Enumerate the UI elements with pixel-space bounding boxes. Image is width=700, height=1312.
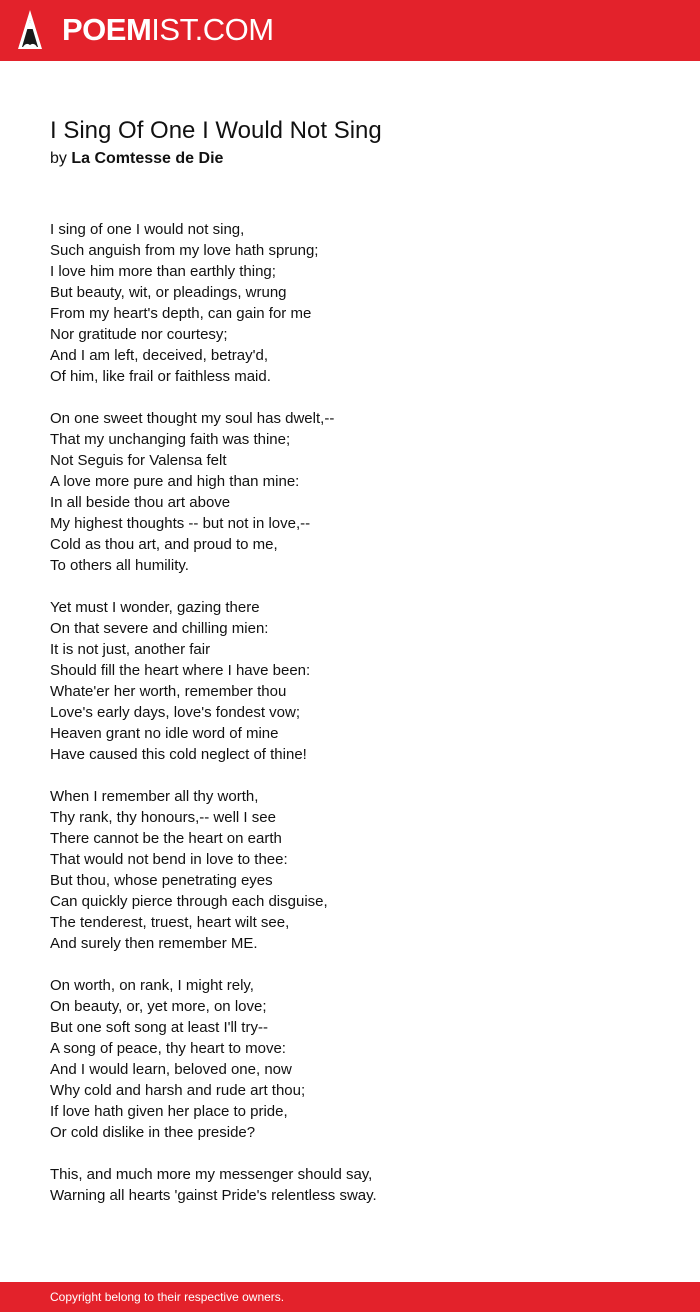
poem-stanza [50, 408, 670, 576]
poem-body [50, 219, 670, 1227]
poem-line: But one soft song at least I'll try-- [50, 1019, 268, 1036]
poem-line: Nor gratitude nor courtesy; [50, 326, 228, 343]
poem-line: But thou, whose penetrating eyes [50, 872, 273, 889]
author-name: La Comtesse de Die [71, 150, 224, 167]
poem-line: But beauty, wit, or pleadings, wrung [50, 284, 287, 301]
poem-stanza [50, 975, 670, 1143]
poem-line: The tenderest, truest, heart wilt see, [50, 914, 290, 931]
poem-line: And surely then remember ME. [50, 935, 258, 952]
poem-line: In all beside thou art above [50, 494, 231, 511]
poem-line: That would not bend in love to thee: [50, 851, 288, 868]
site-footer [0, 1282, 700, 1312]
poem-line: When I remember all thy worth, [50, 788, 259, 805]
poem-line: To others all humility. [50, 557, 189, 574]
poem-line: And I am left, deceived, betray'd, [50, 347, 268, 364]
poem-line: A song of peace, thy heart to move: [50, 1040, 286, 1057]
poem-line: Should fill the heart where I have been: [50, 662, 311, 679]
poem-line: A love more pure and high than mine: [50, 473, 300, 490]
logo-light-text: IST.COM [151, 12, 274, 47]
poem-line: Warning all hearts 'gainst Pride's relentless sway. [50, 1187, 377, 1204]
poem-line: My highest thoughts -- but not in love,-- [50, 515, 311, 532]
poem-line: Not Seguis for Valensa felt [50, 452, 227, 469]
poem-line: Heaven grant no idle word of mine [50, 725, 279, 742]
poem-line: If love hath given her place to pride, [50, 1103, 288, 1120]
site-logo[interactable] [62, 12, 274, 48]
by-label: by [50, 150, 67, 167]
poem-line: Have caused this cold neglect of thine! [50, 746, 307, 763]
poem-line: On that severe and chilling mien: [50, 620, 269, 637]
poem-stanza [50, 219, 670, 387]
poem-line: Love's early days, love's fondest vow; [50, 704, 301, 721]
copyright-text: Copyright belong to their respective owners. [50, 1290, 285, 1304]
byline [50, 149, 223, 169]
pencil-icon[interactable] [17, 9, 43, 51]
site-header [0, 0, 700, 61]
poem-line: Why cold and harsh and rude art thou; [50, 1082, 306, 1099]
poem-line: It is not just, another fair [50, 641, 211, 658]
poem-line: There cannot be the heart on earth [50, 830, 282, 847]
poem-line: Thy rank, thy honours,-- well I see [50, 809, 276, 826]
logo-bold-text: POEM [62, 12, 152, 47]
poem-line: Cold as thou art, and proud to me, [50, 536, 278, 553]
poem-stanza [50, 597, 670, 765]
poem-line: Of him, like frail or faithless maid. [50, 368, 271, 385]
poem-line: On one sweet thought my soul has dwelt,-- [50, 410, 335, 427]
poem-line: And I would learn, beloved one, now [50, 1061, 292, 1078]
poem-line: Can quickly pierce through each disguise, [50, 893, 328, 910]
poem-line: Such anguish from my love hath sprung; [50, 242, 319, 259]
poem-line: On beauty, or, yet more, on love; [50, 998, 267, 1015]
poem-line: From my heart's depth, can gain for me [50, 305, 312, 322]
poem-title: I Sing Of One I Would Not Sing [50, 117, 382, 144]
poem-line: On worth, on rank, I might rely, [50, 977, 254, 994]
poem-line: Whate'er her worth, remember thou [50, 683, 287, 700]
poem-stanza [50, 1164, 670, 1206]
poem-line: Yet must I wonder, gazing there [50, 599, 260, 616]
poem-line: That my unchanging faith was thine; [50, 431, 291, 448]
poem-stanza [50, 786, 670, 954]
poem-line: Or cold dislike in thee preside? [50, 1124, 256, 1141]
poem-line: I sing of one I would not sing, [50, 221, 245, 238]
poem-line: I love him more than earthly thing; [50, 263, 276, 280]
poem-line: This, and much more my messenger should say, [50, 1166, 373, 1183]
